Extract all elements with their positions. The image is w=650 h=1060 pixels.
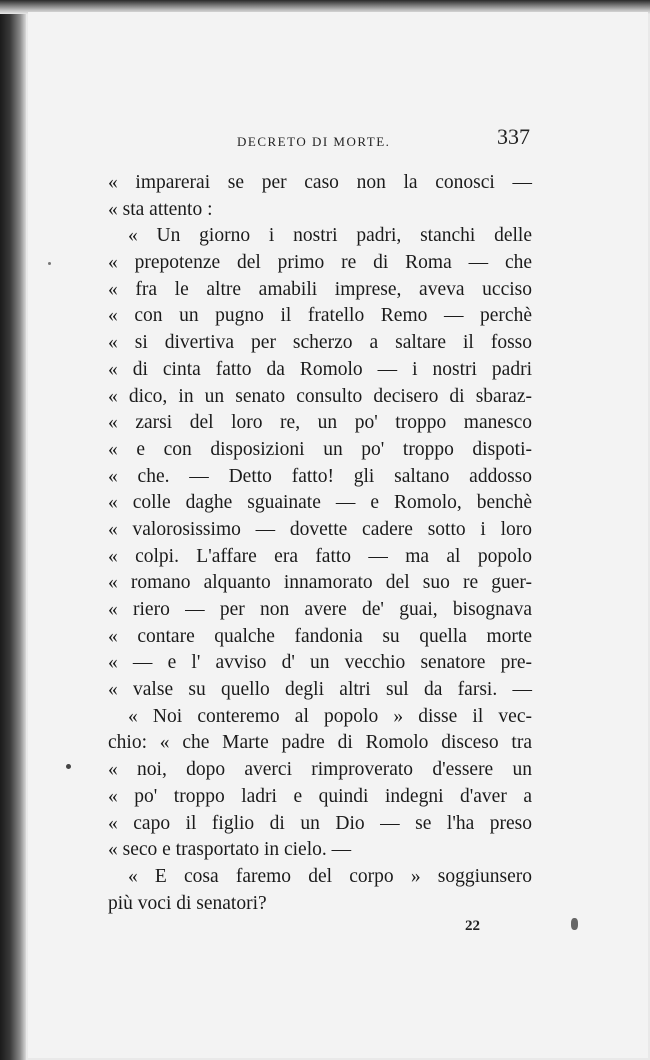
- ink-speck: [571, 918, 578, 930]
- text-line: più voci di senatori?: [108, 892, 267, 914]
- text-line: « prepotenze del primo re di Roma — che: [108, 252, 532, 274]
- text-line: « noi, dopo averci rimproverato d'essere un: [108, 759, 532, 781]
- ink-speck: [48, 262, 51, 265]
- text-line: « — e l' avviso d' un vecchio senatore pre-: [108, 652, 532, 674]
- text-line: « zarsi del loro re, un po' troppo manesco: [108, 412, 532, 434]
- page-header: [210, 120, 530, 150]
- text-line: « capo il figlio di un Dio — se l'ha preso: [108, 812, 532, 834]
- running-title: DECRETO DI MORTE.: [237, 134, 391, 149]
- text-line: « Noi conteremo al popolo » disse il vec-: [128, 705, 532, 727]
- text-line: « contare qualche fandonia su quella morte: [108, 625, 532, 647]
- text-line: « po' troppo ladri e quindi indegni d'aver a: [108, 785, 532, 807]
- text-line: « imparerai se per caso non la conosci —: [108, 172, 532, 193]
- text-line: « valorosissimo — dovette cadere sotto i loro: [108, 518, 532, 540]
- text-line: « sta attento :: [108, 198, 213, 220]
- body-text: [108, 170, 532, 917]
- text-line: « valse su quello degli altri sul da farsi. —: [108, 679, 532, 701]
- text-line: « dico, in un senato consulto decisero di sbaraz-: [108, 385, 532, 407]
- text-line: « riero — per non avere de' guai, bisognava: [108, 599, 532, 620]
- text-line: « fra le altre amabili imprese, aveva ucciso: [108, 278, 532, 300]
- text-line: chio: « che Marte padre di Romolo disceso tra: [108, 732, 532, 754]
- page-number: 337: [497, 124, 530, 149]
- book-spine-shadow: [0, 0, 26, 1060]
- ink-speck: [66, 764, 71, 769]
- text-line: « e con disposizioni un po' troppo dispoti-: [108, 438, 532, 460]
- text-line: « seco e trasportato in cielo. —: [108, 839, 352, 861]
- text-line: « con un pugno il fratello Remo — perchè: [108, 305, 532, 327]
- text-line: « E cosa faremo del corpo » soggiunsero: [128, 865, 532, 887]
- text-line: « di cinta fatto da Romolo — i nostri padri: [108, 358, 532, 380]
- signature-mark: 22: [465, 918, 480, 934]
- text-line: « si divertiva per scherzo a saltare il fosso: [108, 332, 532, 354]
- text-line: « romano alquanto innamorato del suo re guer-: [108, 572, 532, 594]
- text-line: « che. — Detto fatto! gli saltano addosso: [108, 465, 532, 487]
- text-line: « Un giorno i nostri padri, stanchi delle: [128, 225, 532, 247]
- text-line: « colpi. L'affare era fatto — ma al popolo: [108, 545, 532, 567]
- text-line: « colle daghe sguainate — e Romolo, benchè: [108, 492, 532, 514]
